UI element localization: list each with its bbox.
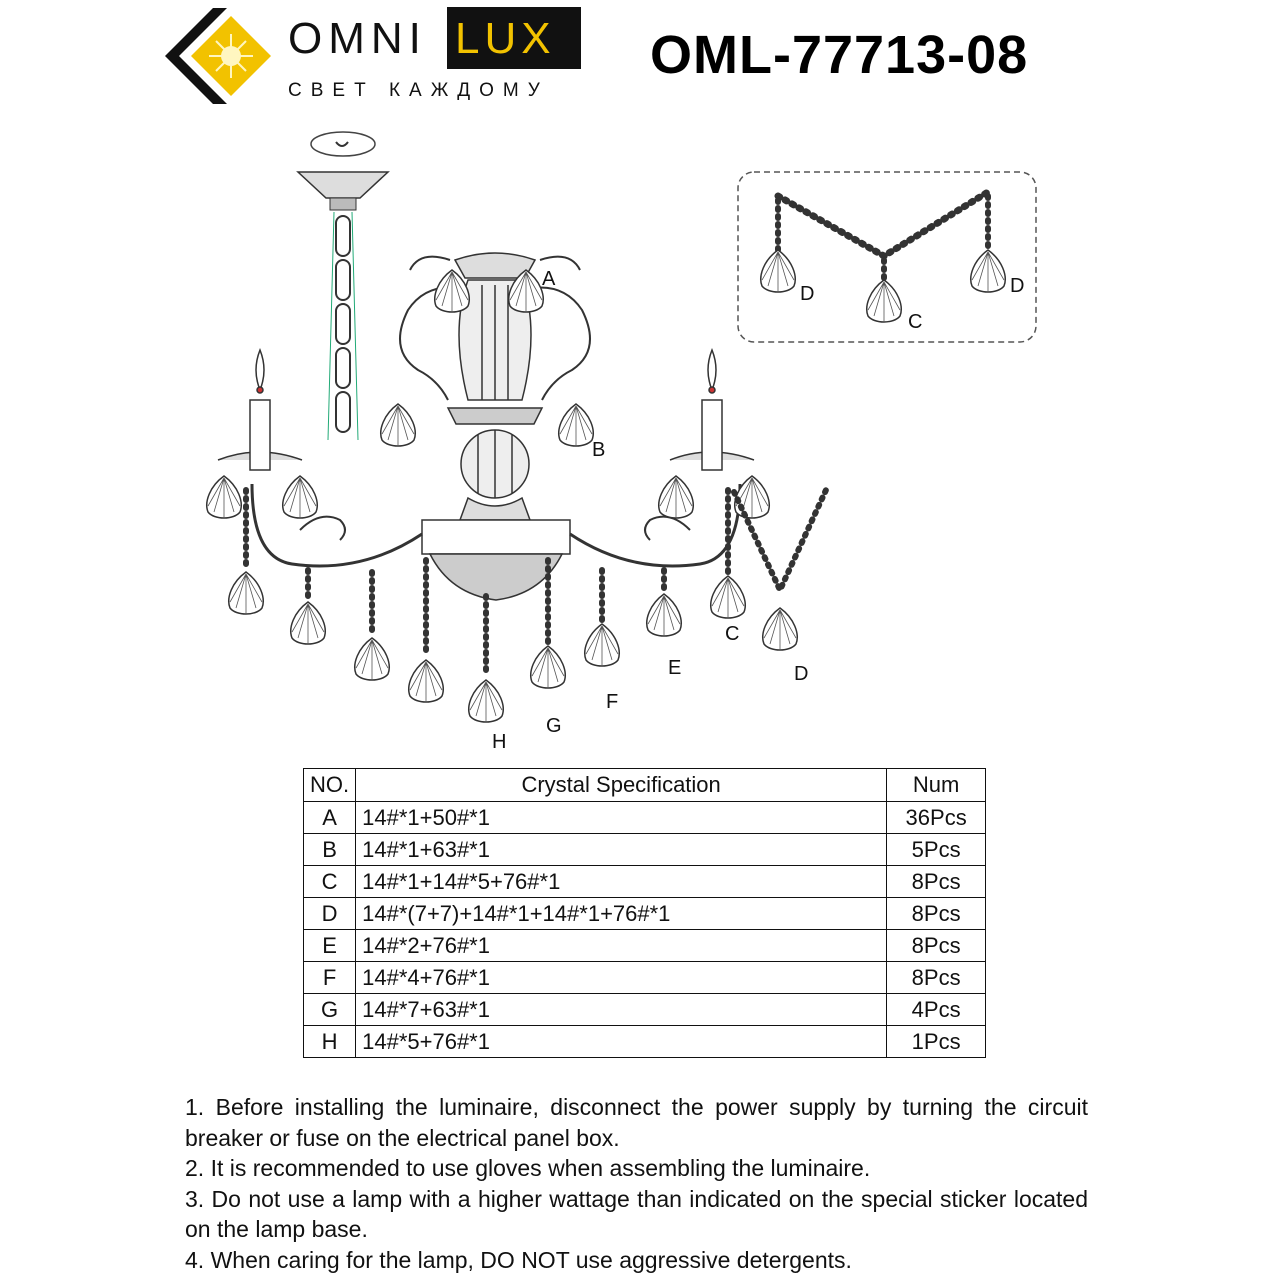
inset-label-d-right: D — [1010, 275, 1025, 297]
row-no: A — [304, 802, 356, 834]
inset-label-d-left: D — [800, 283, 815, 305]
note-2: 2. It is recommended to use gloves when assembling the luminaire. — [185, 1155, 871, 1181]
row-no: E — [304, 930, 356, 962]
omnilux-logo-icon — [165, 8, 275, 104]
row-spec: 14#*1+14#*5+76#*1 — [356, 866, 887, 898]
label-b: B — [592, 439, 606, 461]
table-row — [304, 898, 986, 930]
row-no: F — [304, 962, 356, 994]
row-num: 36Pcs — [887, 802, 986, 834]
row-num: 4Pcs — [887, 994, 986, 1026]
row-spec: 14#*2+76#*1 — [356, 930, 887, 962]
row-spec: 14#*5+76#*1 — [356, 1026, 887, 1058]
label-f: F — [606, 691, 619, 713]
note-4: 4. When caring for the lamp, DO NOT use aggressive detergents. — [185, 1246, 852, 1273]
label-h: H — [492, 731, 507, 753]
chandelier-diagram — [150, 120, 1050, 760]
row-num: 5Pcs — [887, 834, 986, 866]
row-no: G — [304, 994, 356, 1026]
row-no: D — [304, 898, 356, 930]
candle-right — [670, 350, 754, 470]
table-row — [304, 834, 986, 866]
label-d: D — [794, 663, 809, 685]
chain-links — [336, 216, 350, 432]
row-no: B — [304, 834, 356, 866]
ceiling-canopy — [298, 132, 388, 210]
row-num: 8Pcs — [887, 898, 986, 930]
table-header-row — [304, 769, 986, 802]
candle-left — [218, 350, 302, 470]
note-3: 3. Do not use a lamp with a higher wattage than indicated on the special sticker located on the lamp base. — [185, 1185, 1088, 1242]
inset-label-c: C — [908, 311, 923, 333]
note-1: 1. Before installing the luminaire, disconnect the power supply by turning the circuit breaker or fuse on the electrical panel box. — [185, 1094, 1088, 1151]
row-num: 1Pcs — [887, 1026, 986, 1058]
brand-name-omni: OMNI — [288, 14, 427, 63]
table-row — [304, 1026, 986, 1058]
row-spec: 14#*(7+7)+14#*1+14#*1+76#*1 — [356, 898, 887, 930]
row-num: 8Pcs — [887, 962, 986, 994]
label-e: E — [668, 657, 682, 679]
safety-notes — [185, 1092, 1088, 1275]
crystal-spec-table — [303, 768, 986, 1058]
brand-tagline: СВЕТ КАЖДОМУ — [288, 80, 549, 101]
model-number: OML-77713-08 — [650, 25, 1029, 85]
header-num: Num — [887, 769, 986, 802]
row-spec: 14#*7+63#*1 — [356, 994, 887, 1026]
row-spec: 14#*4+76#*1 — [356, 962, 887, 994]
row-no: C — [304, 866, 356, 898]
header-spec: Crystal Specification — [356, 769, 887, 802]
header-no: NO. — [304, 769, 356, 802]
row-num: 8Pcs — [887, 866, 986, 898]
row-no: H — [304, 1026, 356, 1058]
row-num: 8Pcs — [887, 930, 986, 962]
detail-inset — [738, 172, 1036, 342]
hanging-chain — [328, 212, 358, 440]
table-row — [304, 994, 986, 1026]
label-g: G — [546, 715, 562, 737]
table-row — [304, 802, 986, 834]
table-row — [304, 962, 986, 994]
table-row — [304, 930, 986, 962]
brand-name-lux: LUX — [455, 14, 556, 63]
label-c: C — [725, 623, 740, 645]
row-spec: 14#*1+50#*1 — [356, 802, 887, 834]
row-spec: 14#*1+63#*1 — [356, 834, 887, 866]
label-a: A — [542, 268, 556, 290]
table-row — [304, 866, 986, 898]
